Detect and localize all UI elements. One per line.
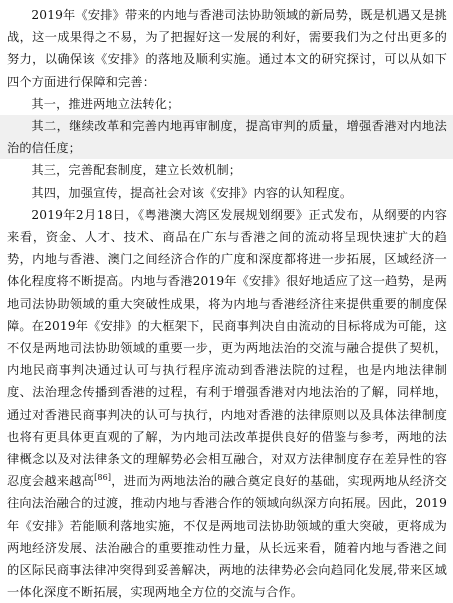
list-item-2: 其二，继续改革和完善内地再审制度，提高审判的质量，增强香港对内地法治的信任度； [0,115,453,159]
list-item-3: 其三，完善配套制度，建立长效机制； [31,163,242,178]
intro-paragraph: 2019年《安排》带来的内地与香港司法协助领域的新局势，既是机遇又是挑战，这一成果得之不易，为了把握好这一发展的利好，需要我们为之付出更多的努力，以确保该《安排》的落地及顺利实施。通过本文的研究探讨，可以从如下四个方面进行保障和完善： [7,8,447,89]
list-item-4: 其四，加强宣传，提高社会对该《安排》内容的认知程度。 [31,185,353,200]
footnote-marker[interactable]: [86] [94,473,112,483]
body-text-part-1: 2019年2月18日，《粤港澳大湾区发展规划纲要》正式发布，从纲要的内容来看，资金、人才、技术、商品在广东与香港之间的流动将呈现快速扩大的趋势，内地与香港、澳门之间经济合作的广度和深度都将进一步拓展，区域经济一体化程度将不断提高。内地与香港2019年《安排》很好地适应了这一趋势，是两地司法协助领域的重大突破性成果，将为内地与香港经济往来提供重要的制度保障。在2019年《安排》的大框架下，民商事判决自由流动的目标将成为可能，这不仅是两地司法协助领域的重要一步，更为两地法治的交流与融合提供了契机，内地民商事判决通过认可与执行程序流动到香港法院的过程，也是内地法律制度、法治理念传播到香港的过程，有利于增强香港对内地法治的了解，同样地，通过对香港民商事判决的认可与执行，内地对香港的法律原则以及具体法律制度也将有更具体更直观的了解，为内地司法改革提供良好的借鉴与参考，两地的法律概念以及对法律条文的理解势必会相互融合，对双方法律制度存在差异性的容忍度会越来越高 [7,207,447,489]
body-text-part-2: ，进而为两地法治的融合奠定良好的基础，实现两地从经济交往向法治融合的过渡，推动内地与香港合作的领域向纵深方向拓展。因此，2019年《安排》若能顺利落地实施，不仅是两地司法协助领域的重大突破，更将成为两地经济发展、法治融合的重要推动性力量，从长远来看，随着内地与香港之间的区际民商事法律冲突得到妥善解决，两地的法律势必会向趋同化发展,带来区域一体化深度不断拓展，实现两地全方位的交流与合作。 [7,474,447,600]
body-paragraph [7,204,447,603]
list-item-1: 其一，推进两地立法转化； [31,96,180,111]
